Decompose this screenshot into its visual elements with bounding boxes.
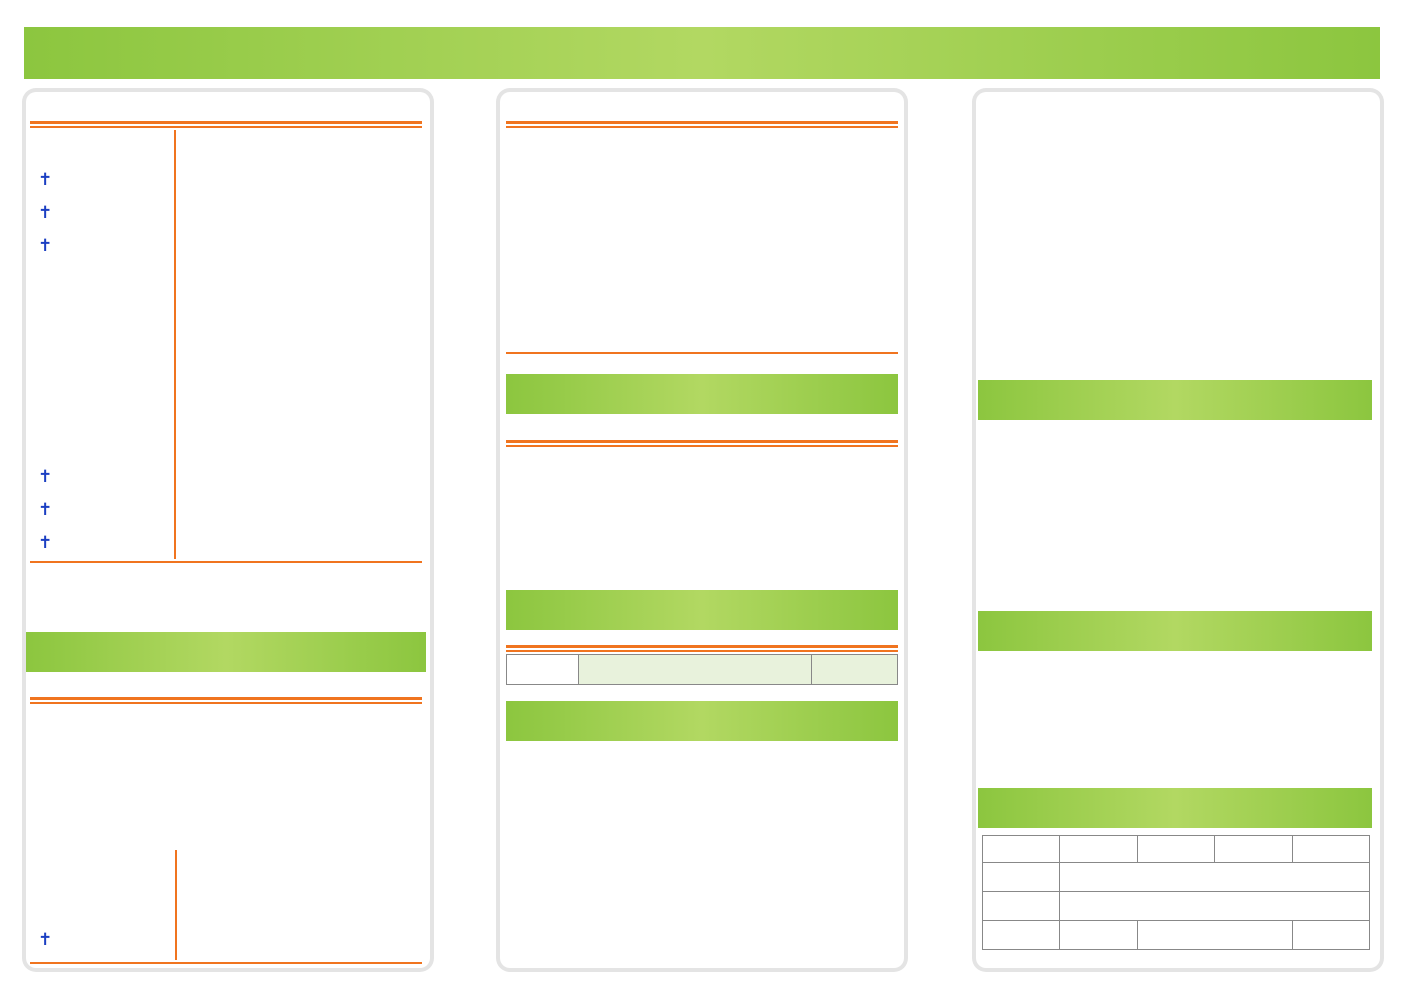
divider	[30, 561, 422, 563]
order-row	[30, 328, 422, 361]
meal-label2	[1137, 921, 1292, 950]
clean-next-value	[1060, 892, 1370, 921]
order-label-cell	[30, 427, 175, 460]
order-row	[30, 229, 422, 262]
order-value-cell	[175, 295, 422, 328]
show-block	[30, 850, 422, 922]
dawn-label	[507, 655, 579, 685]
offering-label	[983, 836, 1060, 863]
friday-title-bar	[506, 374, 898, 414]
offering-month2	[1215, 836, 1292, 863]
order-label-cell	[30, 163, 175, 196]
dawn-table	[506, 654, 898, 685]
meal-label1	[983, 921, 1060, 950]
order-label-cell	[30, 262, 175, 295]
christmas-header	[30, 676, 422, 700]
dawn-row	[507, 655, 898, 685]
order-value-cell	[175, 526, 422, 559]
top-banner	[24, 27, 1380, 79]
sunday-order	[30, 130, 422, 559]
cross-icon: ✝	[38, 202, 55, 223]
clean-row	[983, 863, 1370, 892]
divider	[30, 962, 422, 964]
order-label-cell	[30, 229, 175, 262]
order-row	[30, 163, 422, 196]
order-label-cell	[30, 328, 175, 361]
offering-month1	[1060, 836, 1137, 863]
cross-icon: ✝	[38, 466, 55, 487]
order-value-cell	[175, 130, 422, 163]
offering-person2	[1292, 836, 1369, 863]
order-label-cell	[30, 460, 175, 493]
order-value-cell	[175, 460, 422, 493]
order-value-cell	[175, 394, 422, 427]
cross-icon: ✝	[38, 235, 55, 256]
order-value-cell	[175, 196, 422, 229]
wednesday-header	[506, 100, 898, 124]
prayer-title-bar	[506, 701, 898, 741]
order-row	[30, 493, 422, 526]
order-value-cell	[175, 163, 422, 196]
friday-header	[506, 421, 898, 443]
christmas-benediction	[30, 922, 422, 958]
cross-icon: ✝	[38, 532, 55, 553]
order-row	[30, 130, 422, 163]
order-label-cell	[30, 295, 175, 328]
sunday-header	[30, 100, 422, 124]
clean-row	[983, 892, 1370, 921]
order-value-cell	[175, 262, 422, 295]
order-row	[30, 526, 422, 559]
service-title-bar	[978, 788, 1372, 828]
order-value-cell	[175, 493, 422, 526]
order-row	[30, 196, 422, 229]
order-label-cell	[30, 130, 175, 163]
bus-title-bar	[978, 380, 1372, 420]
cross-icon: ✝	[38, 499, 55, 520]
offering-row	[983, 836, 1370, 863]
meal-value2	[1292, 921, 1369, 950]
divider	[506, 352, 898, 354]
dawn-text	[579, 655, 812, 685]
order-row	[30, 427, 422, 460]
meal-value1	[1060, 921, 1137, 950]
christmas-title-bar	[26, 632, 426, 672]
clean-next-label	[983, 892, 1060, 921]
order-row	[30, 295, 422, 328]
order-row	[30, 361, 422, 394]
offering-person1	[1137, 836, 1214, 863]
order-label-cell	[30, 361, 175, 394]
clean-this-value	[1060, 863, 1370, 892]
dawn-header	[506, 628, 898, 648]
times-title-bar	[978, 611, 1372, 651]
order-label-cell	[30, 493, 175, 526]
service-table	[982, 835, 1370, 950]
cross-icon: ✝	[38, 930, 55, 950]
order-row	[30, 394, 422, 427]
order-value-cell	[175, 361, 422, 394]
order-row	[30, 460, 422, 493]
meal-row	[983, 921, 1370, 950]
order-value-cell	[175, 328, 422, 361]
middle-panel	[500, 92, 904, 968]
order-value-cell	[175, 427, 422, 460]
clean-this-label	[983, 863, 1060, 892]
order-label-cell	[30, 526, 175, 559]
order-row	[30, 262, 422, 295]
dawn-title-bar	[506, 590, 898, 630]
order-label-cell	[30, 196, 175, 229]
dawn-leader	[812, 655, 898, 685]
order-value-cell	[175, 229, 422, 262]
order-label-cell	[30, 394, 175, 427]
cross-icon: ✝	[38, 169, 55, 190]
